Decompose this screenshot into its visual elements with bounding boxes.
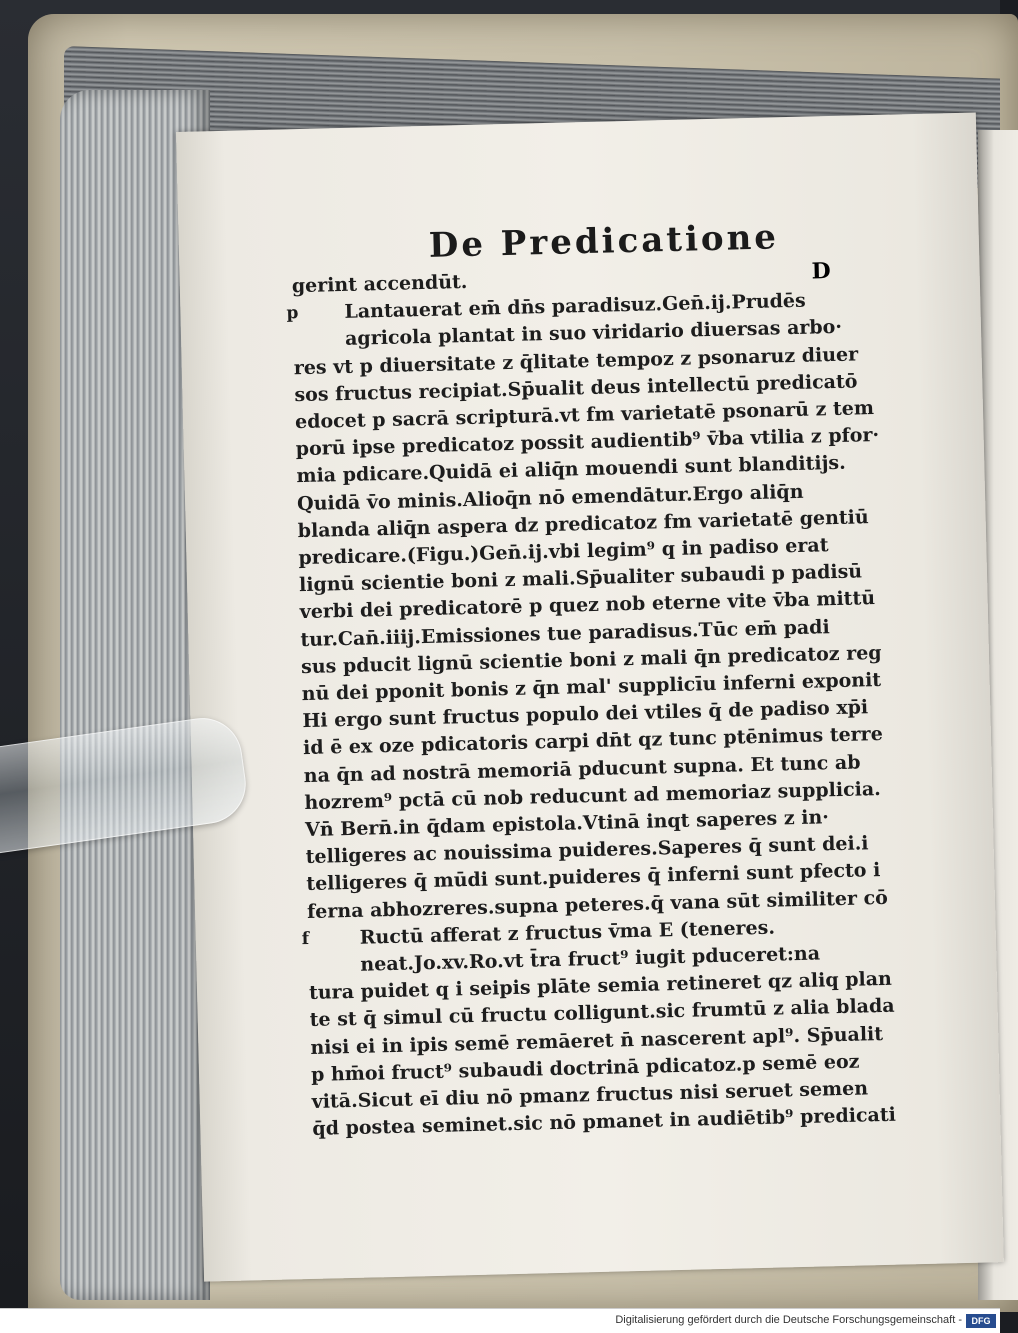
text-line: telligeres q̄ mūdi sunt.puideres q̄ inferni sunt pfecto i (306, 859, 881, 896)
book-page (176, 112, 1004, 1281)
body-text (286, 259, 902, 1144)
text-line: hozrem⁹ pctā cū nob reducunt ad memoriaz supplicia. (304, 777, 882, 814)
text-line: te st q̄ simul cū fructu colligunt.sic frumtū z alia blada (309, 995, 895, 1032)
text-line: tura puidet q i seipis plāte semia retineret qz aliq plan (308, 968, 893, 1005)
text-line: sos fructus recipiat.Sp̄ualit deus intellectū predicatō (294, 370, 858, 406)
text-line: edocet p sacrā scripturā.vt fm varietatē psonarū z tem (294, 397, 875, 434)
text-line: vitā.Sicut eī diu nō pmanz fructus nisi seruet semen (311, 1077, 869, 1114)
text-line: sus pducit lignū scientie boni z mali q̄n predicatoz reg (300, 641, 882, 678)
text-line: nisi ei in ipis semē remāeret n̄ nascerent apl⁹. Sp̄ualit (310, 1022, 884, 1059)
text-line: gerint accendūt. (291, 270, 468, 298)
signature-mark: D (811, 258, 831, 285)
funding-credit: Digitalisierung gefördert durch die Deutsche Forschungsgemeinschaft - (615, 1314, 962, 1326)
text-line: agricola plantat in suo viridario diuersas arbo· (344, 316, 843, 351)
initial-guide-letter: p (286, 303, 299, 324)
text-line: predicare.(Figu.)Gen̄.ij.vbi legim⁹ q in padiso erat (298, 534, 829, 570)
text-line: nū dei pponit bonis z q̄n mal' supplicīu inferni exponit (301, 668, 882, 706)
text-line: ferna abhozreres.supna peteres.q̄ vana sūt similiter cō (306, 886, 889, 923)
text-line: telligeres ac nouissima puideres.Saperes q̄ sunt dei.i (305, 832, 869, 869)
text-line: mia pdicare.Quidā ei aliq̄n mouendi sunt blanditijs. (296, 452, 847, 488)
text-line: blanda aliq̄n aspera dz predicatoz fm varietatē gentiū (297, 506, 869, 542)
footer-bar (0, 1308, 1000, 1333)
text-line: porū ipse predicatoz possit audientib⁹ v̄ba vtilia z pfor· (295, 424, 880, 461)
text-line: id ē ex oze pdicatoris carpi dn̄t qz tunc ptēnimus terre (302, 723, 884, 760)
text-line: verbi dei predicatorē p quez nob eterne vite v̄ba mittū (299, 587, 876, 624)
text-line: na q̄n ad nostrā memoriā pducunt supna. Et tunc ab (303, 751, 861, 787)
text-line: neat.Jo.xv.Ro.vt t̄ra fruct⁹ iugit pduceret:na (360, 942, 821, 976)
text-line: tur.Can̄.iiij.Emissiones tue paradisus.Tūc em̄ padi (300, 615, 830, 651)
text-line: Vn̄ Bern̄.in q̄dam epistola.Vtinā inqt saperes z in· (304, 806, 830, 842)
dfg-logo: DFG (966, 1314, 996, 1328)
text-line: lignū scientie boni z mali.Sp̄ualiter subaudi p padisū (298, 560, 863, 597)
text-line: p hm̄oi fruct⁹ subaudi doctrinā pdicatoz.p semē eoz (310, 1050, 860, 1086)
text-line: Hi ergo sunt fructus populo dei vtiles q̄ de padiso xp̄i (302, 696, 869, 733)
text-line-content: Ructū afferat z fructus v̄ma E (teneres. (359, 916, 776, 949)
running-head: De Predicatione (428, 217, 780, 266)
text-line: res vt p diuersitate z q̄litate tempoz z psonaruz diuer (293, 343, 859, 379)
text-line: Quidā v̄o minis.Alioq̄n nō emendātur.Ergo aliq̄n (296, 480, 804, 515)
text-line: q̄d postea seminet.sic nō pmanet in audiētib⁹ predicati (312, 1104, 897, 1141)
initial-guide-letter: f (301, 928, 310, 950)
text-line-content: Lantauerat em̄ dn̄s paradisuz.Gen̄.ij.Prudēs (344, 289, 806, 324)
